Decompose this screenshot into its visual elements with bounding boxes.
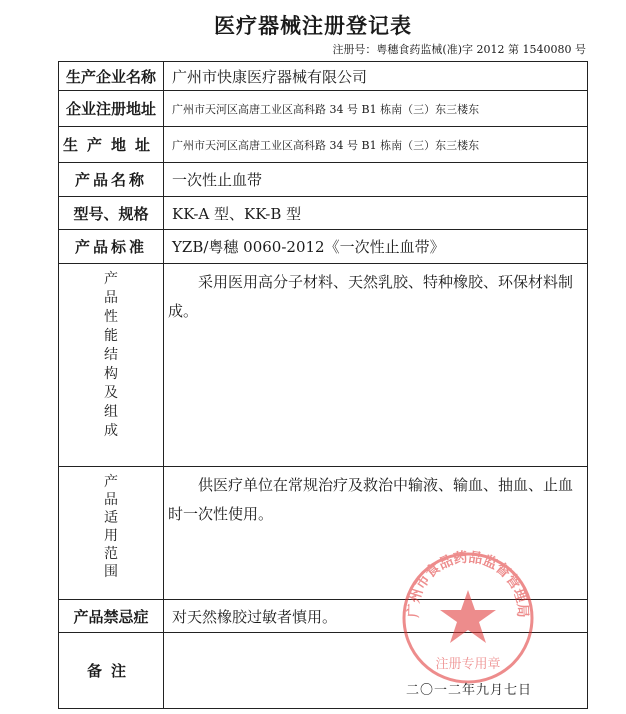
label-char: 产: [104, 271, 118, 287]
row-structure: [59, 264, 588, 467]
label-char: 构: [104, 366, 118, 382]
label-model: 型号、规格: [59, 197, 164, 230]
label-product-name: 产品名称: [59, 163, 164, 197]
official-seal: [398, 548, 538, 688]
label-char: 及: [104, 385, 118, 401]
seal-star-icon: [440, 590, 496, 643]
label-char: 能: [104, 328, 118, 344]
value-standard: YZB/粤穗 0060-2012《一次性止血带》: [164, 230, 588, 264]
row-manufacturer: [59, 62, 588, 91]
label-remarks: 备注: [59, 633, 164, 709]
label-structure-chars: [59, 264, 163, 441]
label-contraindication: 产品禁忌症: [59, 600, 164, 633]
seal-top-text: 广州市食品药品监督管理局: [405, 549, 531, 618]
registration-number: 注册号：粤穗食药监械(准)字 2012 第 1540080 号: [332, 43, 586, 56]
label-char: 结: [104, 347, 118, 363]
value-structure: 采用医用高分子材料、天然乳胶、特种橡胶、环保材料制成。: [164, 264, 588, 467]
label-char: 范: [104, 546, 118, 562]
row-prod-address: [59, 127, 588, 163]
row-reg-address: [59, 91, 588, 127]
label-char: 性: [104, 309, 118, 325]
value-reg-address: 广州市天河区高唐工业区高科路 34 号 B1 栋南（三）东三楼东: [164, 91, 588, 127]
label-char: 围: [104, 564, 118, 580]
label-char: 用: [104, 528, 118, 544]
issue-date: 二〇一二年九月七日: [406, 683, 533, 698]
label-char: 组: [104, 404, 118, 420]
label-reg-address: 企业注册地址: [59, 91, 164, 127]
row-model: [59, 197, 588, 230]
label-scope-chars: [59, 467, 163, 581]
label-char: 成: [104, 423, 118, 439]
label-char: 适: [104, 510, 118, 526]
label-prod-address: 生产地址: [59, 127, 164, 163]
label-scope: [59, 467, 164, 600]
label-char: 品: [104, 492, 118, 508]
row-standard: [59, 230, 588, 264]
value-scope: 供医疗单位在常规治疗及救治中输液、输血、抽血、止血时一次性使用。: [164, 467, 588, 600]
label-manufacturer: 生产企业名称: [59, 62, 164, 91]
label-char: 产: [104, 474, 118, 490]
label-char: 品: [104, 290, 118, 306]
row-product-name: [59, 163, 588, 197]
label-structure: [59, 264, 164, 467]
value-contraindication: 对天然橡胶过敏者慎用。: [164, 600, 588, 633]
seal-bottom-text: 注册专用章: [435, 657, 501, 672]
value-manufacturer: 广州市快康医疗器械有限公司: [164, 62, 588, 91]
label-standard: 产品标准: [59, 230, 164, 264]
value-product-name: 一次性止血带: [164, 163, 588, 197]
value-prod-address: 广州市天河区高唐工业区高科路 34 号 B1 栋南（三）东三楼东: [164, 127, 588, 163]
value-model: KK-A 型、KK-B 型: [164, 197, 588, 230]
document-title: 医疗器械注册登记表: [214, 14, 412, 38]
